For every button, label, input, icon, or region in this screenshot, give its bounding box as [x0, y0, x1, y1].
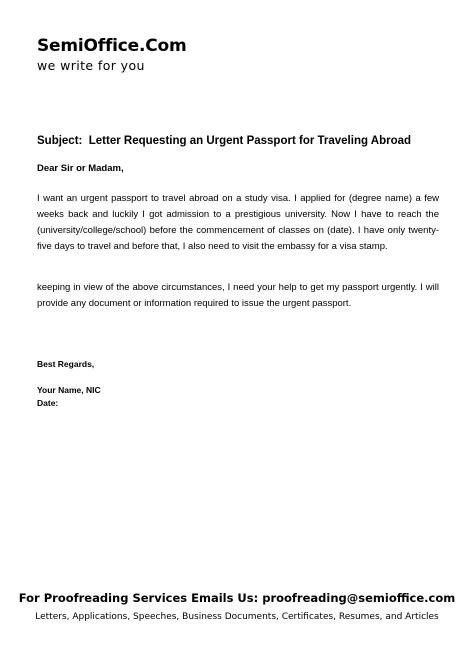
letter-paragraph-2: keeping in view of the above circumstances, I need your help to get my passport urgently. I will provide any document or information required to issue the urgent passport.	[37, 282, 439, 309]
brand-tagline: we write for you	[37, 58, 145, 73]
letter-paragraph-1: I want an urgent passport to travel abroad on a study visa. I applied for (degree name) a few weeks back and luckily I got admission to a prestigious university. Now I have to reach the (university/college/school) before the commencement of classes on (date). I have only twenty-five days to travel and before that, I also need to visit the embassy for a visa stamp.	[37, 193, 439, 252]
brand-header	[37, 36, 187, 74]
letter-subject: Subject: Letter Requesting an Urgent Passport for Traveling Abroad	[37, 135, 412, 147]
footer-contact: For Proofreading Services Emails Us: proofreading@semioffice.com	[18, 591, 456, 605]
letter-closing: Best Regards,	[37, 359, 95, 369]
footer-services: Letters, Applications, Speeches, Business Documents, Certificates, Resumes, and Articles	[35, 612, 439, 622]
brand-name: SemiOffice.Com	[37, 36, 187, 56]
letter-date-label: Date:	[37, 398, 59, 408]
letter-signer: Your Name, NIC	[37, 385, 101, 395]
letter-salutation: Dear Sir or Madam,	[37, 163, 124, 174]
